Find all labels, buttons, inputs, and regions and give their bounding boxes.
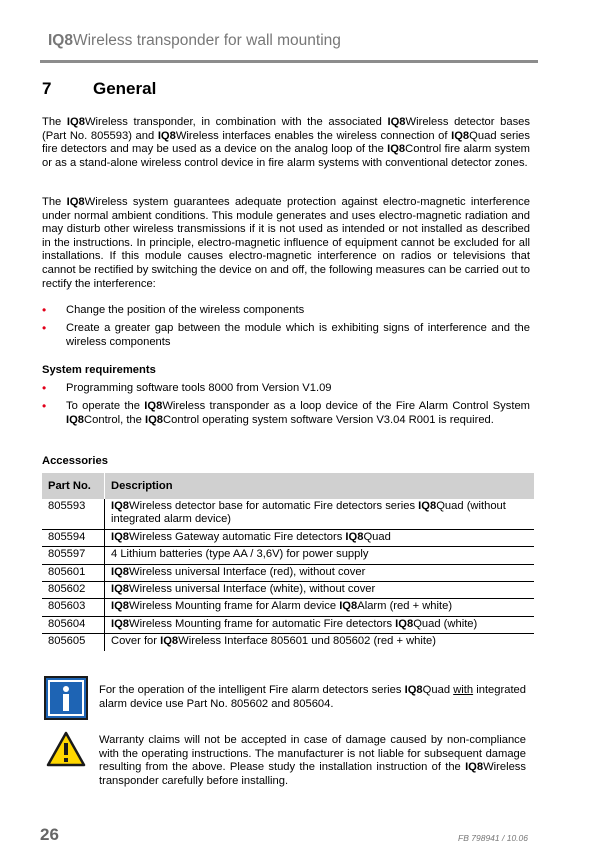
description-cell: IQ8Wireless detector base for automatic Fire detectors series IQ8Quad (without integrated alarm device) (105, 499, 535, 529)
part-number-cell: 805602 (42, 582, 105, 599)
part-number-cell: 805605 (42, 634, 105, 651)
requirements-list (42, 382, 530, 432)
part-number-cell: 805593 (42, 499, 105, 529)
table-row (42, 582, 534, 599)
measures-list (42, 304, 530, 354)
part-number-cell: 805601 (42, 564, 105, 581)
bullet-icon: • (42, 321, 47, 336)
bullet-icon: • (42, 381, 47, 395)
description-cell: IQ8Wireless Gateway automatic Fire detectors IQ8Quad (105, 529, 535, 546)
part-number-cell: 805594 (42, 529, 105, 546)
table-row (42, 634, 534, 651)
list-item: • Change the position of the wireless components (42, 303, 305, 317)
table-row (42, 616, 534, 633)
intro-paragraph: The IQ8Wireless transponder, in combination with the associated IQ8Wireless detector bases (Part No. 805593) and IQ8Wireless interfaces enables the wireless connection of IQ8Quad series fire detectors and may be used as a device on the analog loop of the IQ8Control fire alarm system or as a stand-alone wireless control device in fire alarm systems with conventional detector zones. (42, 116, 530, 169)
part-number-cell: 805604 (42, 616, 105, 633)
header-title-text: Wireless transponder for wall mounting (72, 32, 341, 49)
column-header-description: Description (105, 473, 535, 499)
system-requirements-heading: System requirements (42, 364, 156, 376)
section-number: 7 (42, 79, 52, 98)
part-number-cell: 805603 (42, 599, 105, 616)
header-brand: IQ8 (48, 32, 73, 49)
description-cell: IQ8Wireless universal Interface (white), without cover (105, 582, 535, 599)
table-row (42, 499, 534, 529)
column-header-part: Part No. (42, 473, 105, 499)
table-row (42, 547, 534, 564)
interference-paragraph: The IQ8Wireless system guarantees adequate protection against electro-magnetic interference under normal ambient conditions. This module generates and uses electro-magnetic radiation and may disturb other wireless transmissions if it is not used as intended or not installed as described in the instructions. In principle, electro-magnetic influence of equipment cannot be excluded for all installations. If this module causes electro-magnetic interference on radios or televisions that cannot be rectified by switching the device on and off, the following measures can be carried out to rectify the interference: (42, 196, 531, 290)
description-cell: IQ8Wireless Mounting frame for automatic Fire detectors IQ8Quad (white) (105, 616, 535, 633)
header-title (48, 32, 341, 50)
table-header-row (42, 473, 534, 499)
list-item: • To operate the IQ8Wireless transponder as a loop device of the Fire Alarm Control System IQ8Control, the IQ8Control operating system software Version V3.04 R001 is required. (42, 399, 531, 426)
info-note: For the operation of the intelligent Fire alarm detectors series IQ8Quad with integrated alarm device use Part No. 805602 and 805604. (99, 684, 526, 710)
bullet-icon: • (42, 303, 47, 317)
page-number: 26 (40, 825, 59, 844)
bullet-icon: • (42, 399, 47, 414)
list-item: • Programming software tools 8000 from Version V1.09 (42, 381, 332, 395)
description-cell: 4 Lithium batteries (type AA / 3,6V) for power supply (105, 547, 535, 564)
table-row (42, 529, 534, 546)
table-row (42, 564, 534, 581)
description-cell: IQ8Wireless universal Interface (red), without cover (105, 564, 535, 581)
section-heading (42, 79, 156, 99)
warning-icon (46, 731, 86, 767)
description-cell: IQ8Wireless Mounting frame for Alarm device IQ8Alarm (red + white) (105, 599, 535, 616)
warning-note: Warranty claims will not be accepted in case of damage caused by non-compliance with the operating instructions. The manufacturer is not liable for subsequent damage resulting from the above. Please study the installation instruction of the IQ8Wireless transponder carefully before installing. (99, 734, 526, 787)
section-title: General (93, 79, 157, 98)
list-item: • Create a greater gap between the module which is exhibiting signs of interference and the wireless components (42, 321, 530, 348)
document-reference: FB 798941 / 10.06 (458, 833, 528, 843)
description-cell: Cover for IQ8Wireless Interface 805601 und 805602 (red + white) (111, 635, 436, 648)
info-icon (44, 676, 88, 720)
accessories-table (42, 473, 534, 651)
part-number-cell: 805597 (42, 547, 105, 564)
accessories-heading: Accessories (42, 455, 108, 467)
header-rule (40, 60, 538, 63)
table-row (42, 599, 534, 616)
